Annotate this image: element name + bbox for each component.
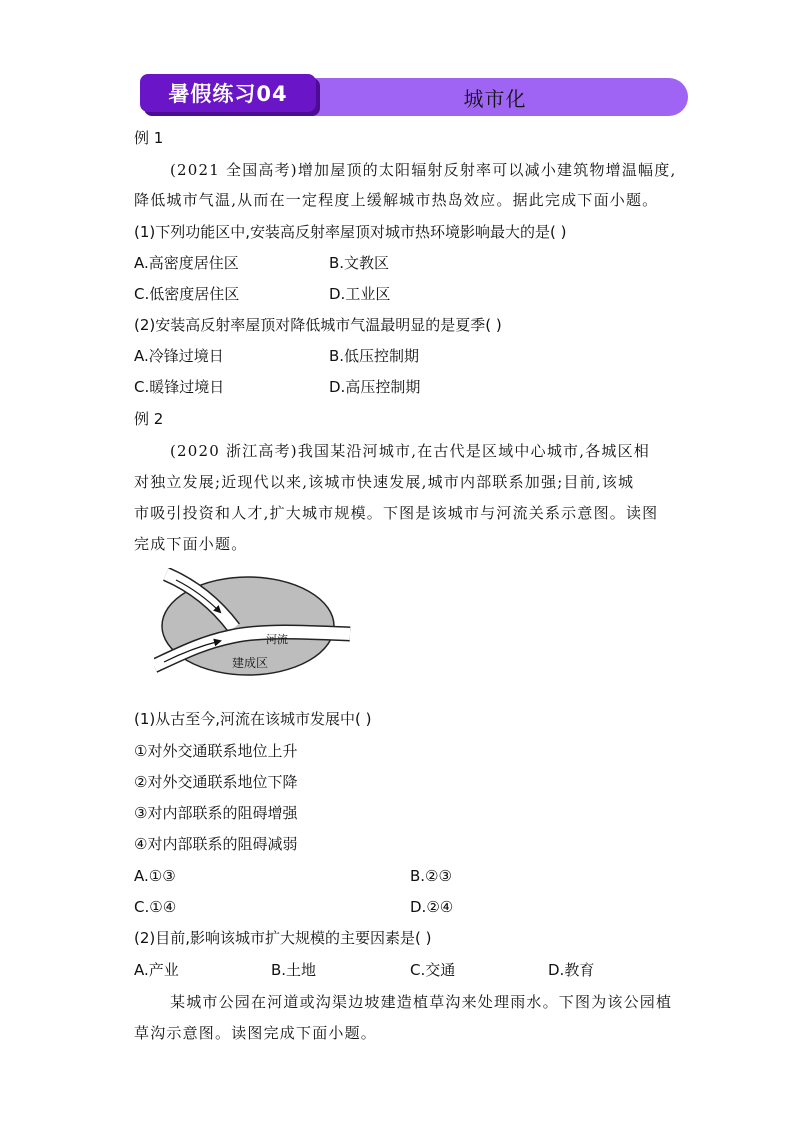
ex2-q1-statement-2: ②对外交通联系地位下降 [134, 773, 298, 791]
ex2-q1-option-d[interactable]: D.②④ [410, 898, 454, 916]
city-river-diagram [154, 568, 354, 684]
ex1-question-2-stem: (2)安装高反射率屋顶对降低城市气温最明显的是夏季( ) [134, 316, 502, 334]
built-up-area-label: 建成区 [232, 656, 269, 670]
ex2-q2-option-a[interactable]: A.产业 [134, 961, 179, 979]
ex1-q2-option-b[interactable]: B.低压控制期 [329, 347, 420, 365]
ex2-question-2-stem: (2)目前,影响该城市扩大规模的主要因素是( ) [134, 929, 432, 947]
ex2-question-1-stem: (1)从古至今,河流在该城市发展中( ) [134, 710, 372, 728]
ex2-q1-statement-4: ④对内部联系的阻碍减弱 [134, 835, 298, 853]
example-1-intro-line-2: 降低城市气温,从而在一定程度上缓解城市热岛效应。据此完成下面小题。 [134, 191, 659, 209]
example-2-label: 例 2 [134, 410, 164, 428]
exercise-tag: 暑假练习04 [140, 74, 316, 112]
example-1-label: 例 1 [134, 129, 164, 147]
ex2-q1-statement-3: ③对内部联系的阻碍增强 [134, 804, 298, 822]
example-2-intro-line-4: 完成下面小题。 [134, 535, 248, 553]
ex1-q2-option-a[interactable]: A.冷锋过境日 [134, 347, 224, 365]
ex1-q1-option-d[interactable]: D.工业区 [329, 285, 391, 303]
example-2-intro-line-2: 对独立发展;近现代以来,该城市快速发展,城市内部联系加强;目前,该城 [134, 473, 635, 491]
ex2-q2-option-b[interactable]: B.土地 [271, 961, 317, 979]
ex2-q2-option-c[interactable]: C.交通 [410, 961, 456, 979]
ex1-q1-option-a[interactable]: A.高密度居住区 [134, 254, 239, 272]
ex1-q2-option-c[interactable]: C.暖锋过境日 [134, 378, 225, 396]
example-1-intro-line-1: (2021 全国高考)增加屋顶的太阳辐射反射率可以减小建筑物增温幅度, [170, 161, 677, 179]
ex2-q1-option-c[interactable]: C.①④ [134, 898, 177, 916]
river-label: 河流 [266, 633, 288, 646]
ex2-q1-option-a[interactable]: A.①③ [134, 867, 176, 885]
ex2-q2-option-d[interactable]: D.教育 [548, 961, 595, 979]
ex1-q2-option-d[interactable]: D.高压控制期 [329, 378, 421, 396]
example-2-intro-line-3: 市吸引投资和人才,扩大城市规模。下图是该城市与河流关系示意图。读图 [134, 504, 659, 522]
ex1-question-1-stem: (1)下列功能区中,安装高反射率屋顶对城市热环境影响最大的是( ) [134, 223, 567, 241]
example-3-intro-line-2: 草沟示意图。读图完成下面小题。 [134, 1024, 378, 1042]
ex2-q1-statement-1: ①对外交通联系地位上升 [134, 742, 298, 760]
ex2-q1-option-b[interactable]: B.②③ [410, 867, 452, 885]
ex1-q1-option-c[interactable]: C.低密度居住区 [134, 285, 240, 303]
section-header [140, 74, 688, 118]
page-title: 城市化 [463, 86, 527, 111]
example-2-intro-line-1: (2020 浙江高考)我国某沿河城市,在古代是区域中心城市,各城区相 [170, 442, 650, 460]
ex1-q1-option-b[interactable]: B.文教区 [329, 254, 390, 272]
example-3-intro-line-1: 某城市公园在河道或沟渠边坡建造植草沟来处理雨水。下图为该公园植 [170, 993, 673, 1011]
